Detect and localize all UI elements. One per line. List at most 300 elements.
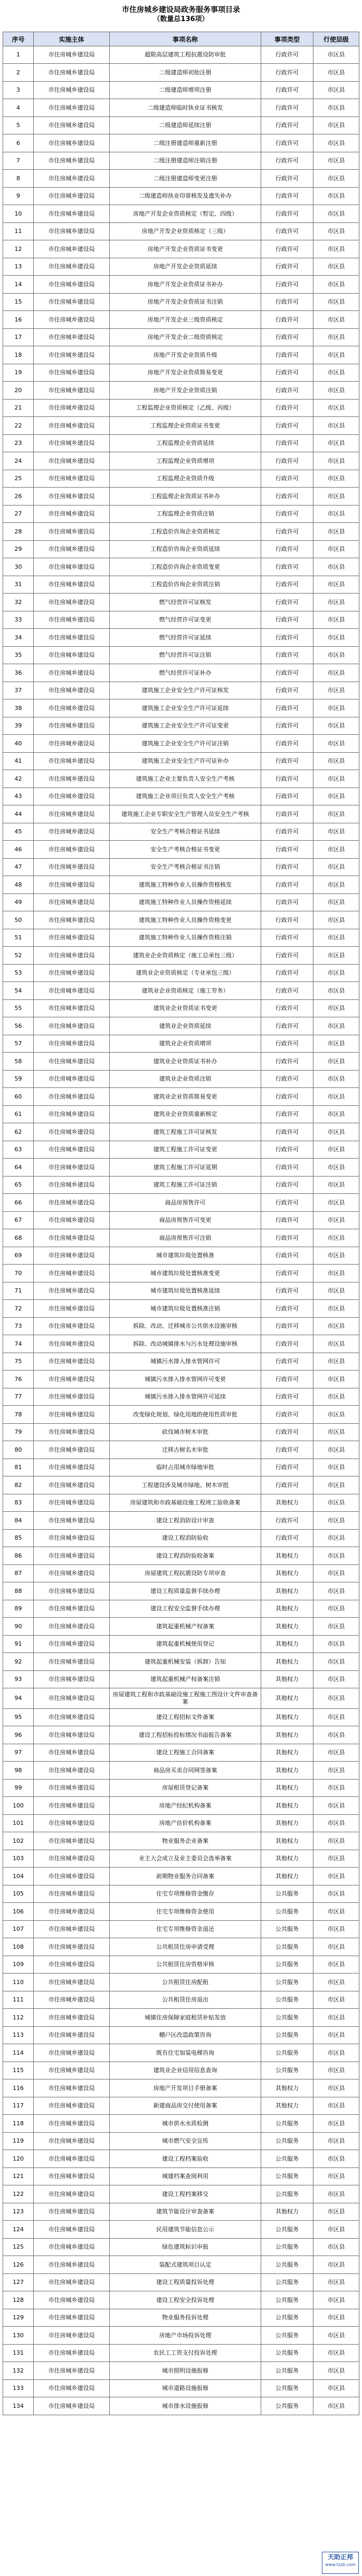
table-row <box>3 1476 359 1494</box>
cell-index: 61 <box>3 1106 34 1123</box>
table-row <box>3 1441 359 1459</box>
cell-index: 133 <box>3 2380 34 2397</box>
cell-item-type: 公共服务 <box>261 2362 313 2380</box>
cell-index: 16 <box>3 311 34 329</box>
cell-index: 20 <box>3 382 34 400</box>
cell-agency: 市住房城乡建设局 <box>34 1212 110 1229</box>
cell-index: 68 <box>3 1229 34 1247</box>
cell-level: 市区县 <box>313 2009 359 2027</box>
cell-item-type: 行政许可 <box>261 382 313 400</box>
cell-item-type: 其他权力 <box>261 1582 313 1600</box>
cell-item-name: 城市建筑垃圾处置核准变更 <box>110 1265 261 1282</box>
cell-level: 市区县 <box>313 699 359 717</box>
cell-level: 市区县 <box>313 1565 359 1582</box>
cell-item-name: 建筑施工企业安全生产许可证核发 <box>110 682 261 699</box>
cell-item-name: 建设工程安全监督手续办理 <box>110 1600 261 1618</box>
table-row <box>3 576 359 594</box>
cell-item-name: 城市道路设施报修 <box>110 2380 261 2397</box>
cell-item-type: 行政许可 <box>261 911 313 929</box>
cell-item-name: 建设工程消防验收 <box>110 1530 261 1547</box>
table-row <box>3 1017 359 1035</box>
cell-index: 76 <box>3 1370 34 1388</box>
cell-item-name: 棚户区改造政策咨询 <box>110 2027 261 2044</box>
cell-agency: 市住房城乡建设局 <box>34 99 110 117</box>
cell-level: 市区县 <box>313 1212 359 1229</box>
cell-item-name: 建筑施工企业安全生产许可证补办 <box>110 753 261 770</box>
cell-item-name: 住宅专项维修资金缴存 <box>110 1885 261 1903</box>
cell-item-name: 住宅专项维修资金退还 <box>110 1921 261 1938</box>
cell-item-name: 建设工程档案验收 <box>110 2150 261 2168</box>
cell-level: 市区县 <box>313 1688 359 1709</box>
document-header <box>0 0 362 32</box>
table-row <box>3 1991 359 2009</box>
cell-agency: 市住房城乡建设局 <box>34 1991 110 2009</box>
cell-item-type: 行政许可 <box>261 558 313 576</box>
cell-item-type: 行政许可 <box>261 982 313 1000</box>
cell-item-name: 装配式建筑项目认定 <box>110 2256 261 2274</box>
cell-level: 市区县 <box>313 223 359 240</box>
cell-item-name: 房地产估价机构备案 <box>110 1815 261 1832</box>
cell-item-type: 行政许可 <box>261 717 313 735</box>
cell-item-name: 城市建筑垃圾处置核准注销 <box>110 1300 261 1318</box>
cell-level: 市区县 <box>313 1762 359 1780</box>
cell-level: 市区县 <box>313 294 359 311</box>
cell-item-type: 公共服务 <box>261 2345 313 2362</box>
cell-level: 市区县 <box>313 823 359 841</box>
table-header-row <box>3 32 359 46</box>
cell-item-name: 建筑工程施工许可证核发 <box>110 1123 261 1141</box>
cell-agency: 市住房城乡建设局 <box>34 2150 110 2168</box>
cell-level: 市区县 <box>313 947 359 965</box>
cell-level: 市区县 <box>313 523 359 541</box>
cell-agency: 市住房城乡建设局 <box>34 1974 110 1991</box>
cell-level: 市区县 <box>313 541 359 558</box>
cell-level: 市区县 <box>313 1141 359 1159</box>
cell-item-name: 建筑业企业资质延续 <box>110 1017 261 1035</box>
cell-index: 48 <box>3 876 34 894</box>
cell-level: 市区县 <box>313 770 359 788</box>
cell-level: 市区县 <box>313 1459 359 1476</box>
cell-item-type: 行政许可 <box>261 170 313 188</box>
cell-index: 34 <box>3 629 34 647</box>
cell-agency: 市住房城乡建设局 <box>34 2309 110 2327</box>
cell-index: 15 <box>3 294 34 311</box>
service-catalog-table <box>3 32 359 2415</box>
cell-item-type: 公共服务 <box>261 1921 313 1938</box>
cell-index: 49 <box>3 894 34 911</box>
cell-item-name: 二级建造师延续注册 <box>110 117 261 134</box>
table-row <box>3 1000 359 1017</box>
cell-index: 77 <box>3 1388 34 1406</box>
cell-index: 123 <box>3 2203 34 2221</box>
cell-agency: 市住房城乡建设局 <box>34 876 110 894</box>
cell-level: 市区县 <box>313 1744 359 1762</box>
watermark-logo <box>322 2552 359 2574</box>
cell-item-type: 行政许可 <box>261 770 313 788</box>
cell-index: 38 <box>3 699 34 717</box>
cell-item-name: 公共租赁住房申请受理 <box>110 1938 261 1956</box>
table-row <box>3 2097 359 2115</box>
cell-agency: 市住房城乡建设局 <box>34 1017 110 1035</box>
cell-agency: 市住房城乡建设局 <box>34 1282 110 1300</box>
table-row <box>3 859 359 876</box>
cell-level: 市区县 <box>313 2256 359 2274</box>
cell-item-name: 业主大会成立及业主委员会选举备案 <box>110 1850 261 1868</box>
cell-agency: 市住房城乡建设局 <box>34 2168 110 2185</box>
cell-item-name: 建筑起重机械安装（拆卸）告知 <box>110 1653 261 1671</box>
cell-item-name: 建设工程招标文件备案 <box>110 1709 261 1726</box>
cell-index: 83 <box>3 1494 34 1512</box>
table-row <box>3 947 359 965</box>
cell-level: 市区县 <box>313 2221 359 2239</box>
cell-item-type: 行政许可 <box>261 523 313 541</box>
cell-agency: 市住房城乡建设局 <box>34 1921 110 1938</box>
table-row <box>3 346 359 364</box>
cell-level: 市区县 <box>313 1159 359 1177</box>
cell-item-name: 二级注册建造师重新注册 <box>110 134 261 152</box>
cell-item-name: 房地产经纪机构备案 <box>110 1797 261 1815</box>
cell-level: 市区县 <box>313 1106 359 1123</box>
cell-level: 市区县 <box>313 1424 359 1441</box>
table-row <box>3 2397 359 2415</box>
cell-level: 市区县 <box>313 1300 359 1318</box>
cell-index: 65 <box>3 1177 34 1194</box>
cell-item-type: 其他权力 <box>261 1868 313 1885</box>
cell-item-type: 行政许可 <box>261 223 313 240</box>
cell-agency: 市住房城乡建设局 <box>34 1582 110 1600</box>
cell-agency: 市住房城乡建设局 <box>34 629 110 647</box>
cell-item-type: 行政许可 <box>261 735 313 753</box>
cell-item-type: 行政许可 <box>261 1247 313 1265</box>
cell-item-name: 工程造价咨询企业资质延续 <box>110 541 261 558</box>
cell-index: 6 <box>3 134 34 152</box>
cell-item-name: 房地产开发企业资质核定（暂定、四级） <box>110 205 261 223</box>
cell-item-type: 行政许可 <box>261 188 313 205</box>
table-row <box>3 1850 359 1868</box>
cell-agency: 市住房城乡建设局 <box>34 1000 110 1017</box>
table-row <box>3 435 359 452</box>
cell-item-name: 房地产开发企业三级资质核定 <box>110 311 261 329</box>
cell-agency: 市住房城乡建设局 <box>34 1353 110 1370</box>
cell-item-type: 行政许可 <box>261 99 313 117</box>
cell-index: 71 <box>3 1282 34 1300</box>
cell-agency: 市住房城乡建设局 <box>34 417 110 435</box>
table-row <box>3 1177 359 1194</box>
cell-item-type: 行政许可 <box>261 435 313 452</box>
cell-item-name: 建筑施工企业安全生产许可证变更 <box>110 717 261 735</box>
cell-level: 市区县 <box>313 188 359 205</box>
cell-item-type: 行政许可 <box>261 664 313 682</box>
cell-agency: 市住房城乡建设局 <box>34 2203 110 2221</box>
cell-agency: 市住房城乡建设局 <box>34 717 110 735</box>
cell-agency: 市住房城乡建设局 <box>34 382 110 400</box>
cell-agency: 市住房城乡建设局 <box>34 452 110 470</box>
cell-level: 市区县 <box>313 1547 359 1565</box>
table-row <box>3 382 359 400</box>
table-row <box>3 2044 359 2062</box>
table-row <box>3 1265 359 1282</box>
cell-item-type: 其他权力 <box>261 1850 313 1868</box>
cell-index: 1 <box>3 46 34 64</box>
cell-index: 109 <box>3 1956 34 1974</box>
cell-level: 市区县 <box>313 364 359 382</box>
table-row <box>3 2062 359 2079</box>
cell-item-type: 行政许可 <box>261 1159 313 1177</box>
table-row <box>3 1424 359 1441</box>
cell-index: 117 <box>3 2097 34 2115</box>
cell-item-type: 公共服务 <box>261 1903 313 1921</box>
table-row <box>3 2150 359 2168</box>
cell-agency: 市住房城乡建设局 <box>34 188 110 205</box>
cell-item-name: 工程监理企业资质延续 <box>110 435 261 452</box>
cell-item-name: 建筑施工特种作业人员操作资格注销 <box>110 929 261 947</box>
cell-index: 127 <box>3 2274 34 2291</box>
cell-index: 42 <box>3 770 34 788</box>
cell-item-type: 行政许可 <box>261 611 313 629</box>
cell-index: 66 <box>3 1194 34 1212</box>
cell-agency: 市住房城乡建设局 <box>34 1726 110 1744</box>
cell-level: 市区县 <box>313 1600 359 1618</box>
cell-index: 78 <box>3 1406 34 1424</box>
cell-agency: 市住房城乡建设局 <box>34 2044 110 2062</box>
cell-agency: 市住房城乡建设局 <box>34 311 110 329</box>
table-row <box>3 735 359 753</box>
cell-agency: 市住房城乡建设局 <box>34 2185 110 2203</box>
cell-index: 22 <box>3 417 34 435</box>
cell-item-type: 行政许可 <box>261 1123 313 1141</box>
cell-item-name: 燃气经营许可证变更 <box>110 611 261 629</box>
cell-agency: 市住房城乡建设局 <box>34 470 110 488</box>
cell-index: 106 <box>3 1903 34 1921</box>
cell-index: 134 <box>3 2397 34 2415</box>
cell-item-name: 建筑施工企业主要负责人安全生产考核 <box>110 770 261 788</box>
cell-level: 市区县 <box>313 46 359 64</box>
cell-agency: 市住房城乡建设局 <box>34 1653 110 1671</box>
cell-item-name: 建筑节能设计审查备案 <box>110 2203 261 2221</box>
cell-item-name: 建筑业企业资质核定（施工总承包三级） <box>110 947 261 965</box>
cell-level: 市区县 <box>313 982 359 1000</box>
cell-item-name: 建筑工程施工许可证注销 <box>110 1177 261 1194</box>
cell-agency: 市住房城乡建设局 <box>34 2291 110 2309</box>
cell-item-type: 行政许可 <box>261 1512 313 1530</box>
cell-level: 市区县 <box>313 1956 359 1974</box>
cell-item-name: 公共租赁住房退出 <box>110 1991 261 2009</box>
cell-item-name: 房地产开发企业资质核定（三级） <box>110 223 261 240</box>
cell-index: 29 <box>3 541 34 558</box>
cell-item-name: 绿色建筑标识申报 <box>110 2239 261 2256</box>
table-row <box>3 1053 359 1071</box>
cell-index: 44 <box>3 805 34 823</box>
cell-level: 市区县 <box>313 329 359 346</box>
cell-index: 46 <box>3 841 34 859</box>
cell-agency: 市住房城乡建设局 <box>34 611 110 629</box>
cell-item-type: 其他权力 <box>261 1709 313 1726</box>
cell-index: 87 <box>3 1565 34 1582</box>
table-row <box>3 1921 359 1938</box>
cell-index: 36 <box>3 664 34 682</box>
table-row <box>3 329 359 346</box>
table-row <box>3 1353 359 1370</box>
cell-agency: 市住房城乡建设局 <box>34 1903 110 1921</box>
cell-agency: 市住房城乡建设局 <box>34 1441 110 1459</box>
cell-agency: 市住房城乡建设局 <box>34 2345 110 2362</box>
cell-index: 40 <box>3 735 34 753</box>
cell-item-type: 行政许可 <box>261 152 313 170</box>
cell-level: 市区县 <box>313 311 359 329</box>
cell-item-type: 公共服务 <box>261 1974 313 1991</box>
table-row <box>3 294 359 311</box>
cell-agency: 市住房城乡建设局 <box>34 1636 110 1653</box>
cell-level: 市区县 <box>313 1671 359 1688</box>
cell-item-type: 行政许可 <box>261 965 313 982</box>
cell-item-type: 行政许可 <box>261 1459 313 1476</box>
cell-agency: 市住房城乡建设局 <box>34 841 110 859</box>
table-row <box>3 2327 359 2345</box>
table-row <box>3 1600 359 1618</box>
cell-agency: 市住房城乡建设局 <box>34 1832 110 1850</box>
document-title: 市住房城乡建设局政务服务事项目录 <box>122 6 240 14</box>
table-row <box>3 1530 359 1547</box>
cell-agency: 市住房城乡建设局 <box>34 364 110 382</box>
cell-item-type: 其他权力 <box>261 1815 313 1832</box>
cell-level: 市区县 <box>313 276 359 294</box>
cell-item-type: 行政许可 <box>261 1300 313 1318</box>
cell-item-type: 行政许可 <box>261 1406 313 1424</box>
cell-level: 市区县 <box>313 911 359 929</box>
table-row <box>3 2239 359 2256</box>
cell-item-name: 二级建造师执业印章核发及遗失补办 <box>110 188 261 205</box>
table-row <box>3 982 359 1000</box>
cell-index: 7 <box>3 152 34 170</box>
cell-agency: 市住房城乡建设局 <box>34 435 110 452</box>
cell-level: 市区县 <box>313 2362 359 2380</box>
cell-index: 73 <box>3 1318 34 1335</box>
cell-index: 58 <box>3 1053 34 1071</box>
cell-agency: 市住房城乡建设局 <box>34 1265 110 1282</box>
table-row <box>3 1885 359 1903</box>
cell-index: 89 <box>3 1600 34 1618</box>
cell-item-type: 行政许可 <box>261 1106 313 1123</box>
cell-item-name: 城建档案查阅利用 <box>110 2168 261 2185</box>
cell-index: 121 <box>3 2168 34 2185</box>
cell-agency: 市住房城乡建设局 <box>34 1194 110 1212</box>
cell-agency: 市住房城乡建设局 <box>34 1370 110 1388</box>
table-row <box>3 2185 359 2203</box>
cell-index: 30 <box>3 558 34 576</box>
cell-index: 21 <box>3 400 34 417</box>
cell-item-type: 行政许可 <box>261 682 313 699</box>
cell-level: 市区县 <box>313 1921 359 1938</box>
cell-item-type: 公共服务 <box>261 2185 313 2203</box>
cell-level: 市区县 <box>313 965 359 982</box>
cell-index: 120 <box>3 2150 34 2168</box>
cell-level: 市区县 <box>313 805 359 823</box>
cell-level: 市区县 <box>313 2274 359 2291</box>
cell-index: 102 <box>3 1832 34 1850</box>
cell-item-name: 房屋建筑和市政基础设施工程竣工验收备案 <box>110 1494 261 1512</box>
cell-index: 85 <box>3 1530 34 1547</box>
cell-level: 市区县 <box>313 1832 359 1850</box>
cell-level: 市区县 <box>313 1868 359 1885</box>
cell-item-name: 新建商品房交付使用备案 <box>110 2097 261 2115</box>
cell-item-type: 行政许可 <box>261 364 313 382</box>
cell-level: 市区县 <box>313 1353 359 1370</box>
cell-agency: 市住房城乡建设局 <box>34 699 110 717</box>
cell-index: 125 <box>3 2239 34 2256</box>
cell-item-type: 行政许可 <box>261 699 313 717</box>
table-row <box>3 1229 359 1247</box>
table-row <box>3 2309 359 2327</box>
cell-agency: 市住房城乡建设局 <box>34 82 110 99</box>
cell-level: 市区县 <box>313 417 359 435</box>
cell-level: 市区县 <box>313 735 359 753</box>
cell-agency: 市住房城乡建设局 <box>34 2115 110 2133</box>
cell-index: 13 <box>3 258 34 276</box>
cell-level: 市区县 <box>313 82 359 99</box>
table-row <box>3 2274 359 2291</box>
cell-index: 130 <box>3 2327 34 2345</box>
cell-item-name: 建筑业企业资质简易变更 <box>110 1088 261 1106</box>
cell-item-name: 公共租赁住房资格审核 <box>110 1956 261 1974</box>
cell-item-type: 行政许可 <box>261 1265 313 1282</box>
table-row <box>3 258 359 276</box>
cell-agency: 市住房城乡建设局 <box>34 1476 110 1494</box>
cell-item-name: 砍伐城市树木审批 <box>110 1424 261 1441</box>
cell-item-name: 房屋租赁登记备案 <box>110 1780 261 1797</box>
cell-item-type: 行政许可 <box>261 894 313 911</box>
cell-level: 市区县 <box>313 1974 359 1991</box>
cell-agency: 市住房城乡建设局 <box>34 2221 110 2239</box>
cell-index: 119 <box>3 2133 34 2150</box>
cell-item-type: 行政许可 <box>261 205 313 223</box>
cell-item-name: 商品房预售许可注销 <box>110 1229 261 1247</box>
table-row <box>3 134 359 152</box>
table-row <box>3 2203 359 2221</box>
cell-agency: 市住房城乡建设局 <box>34 1406 110 1424</box>
cell-index: 55 <box>3 1000 34 1017</box>
cell-agency: 市住房城乡建设局 <box>34 329 110 346</box>
cell-index: 62 <box>3 1123 34 1141</box>
cell-item-type: 公共服务 <box>261 1991 313 2009</box>
cell-agency: 市住房城乡建设局 <box>34 276 110 294</box>
cell-item-name: 房地产开发企业资质延续 <box>110 258 261 276</box>
cell-item-name: 建筑起重机械产权备案注销 <box>110 1671 261 1688</box>
cell-level: 市区县 <box>313 1053 359 1071</box>
watermark-subtext: www.tzzb.com <box>325 2562 356 2567</box>
cell-agency: 市住房城乡建设局 <box>34 2380 110 2397</box>
cell-item-name: 工程监理企业资质证书变更 <box>110 417 261 435</box>
cell-level: 市区县 <box>313 1035 359 1053</box>
cell-level: 市区县 <box>313 841 359 859</box>
cell-item-name: 建设工程安全投诉处理 <box>110 2291 261 2309</box>
cell-item-name: 工程监理企业资质核定（乙级、丙级） <box>110 400 261 417</box>
cell-level: 市区县 <box>313 117 359 134</box>
cell-index: 103 <box>3 1850 34 1868</box>
cell-item-type: 行政许可 <box>261 470 313 488</box>
table-row <box>3 541 359 558</box>
cell-level: 市区县 <box>313 594 359 611</box>
table-row <box>3 823 359 841</box>
table-row <box>3 170 359 188</box>
cell-index: 60 <box>3 1088 34 1106</box>
cell-item-type: 行政许可 <box>261 859 313 876</box>
cell-item-type: 行政许可 <box>261 576 313 594</box>
cell-level: 市区县 <box>313 1938 359 1956</box>
cell-agency: 市住房城乡建设局 <box>34 400 110 417</box>
table-row <box>3 558 359 576</box>
cell-index: 52 <box>3 947 34 965</box>
cell-item-type: 公共服务 <box>261 2274 313 2291</box>
